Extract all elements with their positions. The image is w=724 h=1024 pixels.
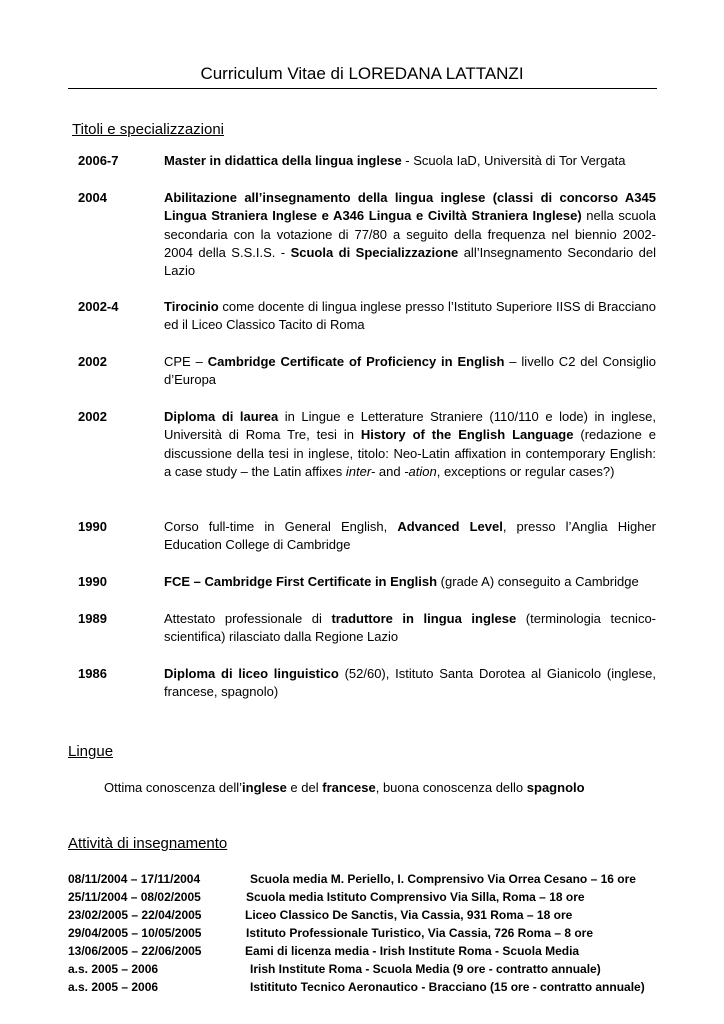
attivita-date: a.s. 2005 – 2006 bbox=[68, 962, 159, 976]
titolo-year: 2002 bbox=[78, 354, 107, 369]
text-run: History of the English Language bbox=[360, 427, 574, 443]
text-run: , buona conoscenza dello bbox=[375, 780, 527, 795]
attivita-date: 08/11/2004 – 17/11/2004 bbox=[68, 872, 201, 886]
text-run: Cambridge Certificate of Proficiency in English bbox=[207, 354, 505, 369]
text-run: spagnolo bbox=[526, 780, 585, 795]
attivita-place: Eami di licenza media - Irish Institute Roma - Scuola Media bbox=[245, 944, 580, 958]
attivita-date: 13/06/2005 – 22/06/2005 bbox=[68, 944, 202, 958]
attivita-date: 25/11/2004 – 08/02/2005 bbox=[68, 890, 201, 904]
attivita-row bbox=[68, 907, 572, 923]
text-run: (grade A) conseguito a Cambridge bbox=[437, 574, 639, 589]
section-heading-titoli: Titoli e specializzazioni bbox=[72, 121, 225, 138]
text-run: Master in didattica della lingua inglese bbox=[164, 153, 402, 168]
attivita-place: Irish Institute Roma - Scuola Media (9 ore - contratto annuale) bbox=[250, 962, 601, 976]
text-run: (52/60), Istituto Santa Dorotea al Gianicolo (inglese, francese, spagnolo) bbox=[164, 666, 656, 700]
page-title: Curriculum Vitae di LOREDANA LATTANZI bbox=[200, 64, 524, 83]
text-run: in Lingue e Letterature Straniere (110/110 e lode) in inglese, Università di Roma Tre, tesi in bbox=[164, 409, 656, 443]
attivita-date: 23/02/2005 – 22/04/2005 bbox=[68, 908, 202, 922]
section-heading-lingue: Lingue bbox=[68, 743, 114, 760]
text-run: Abilitazione all’insegnamento della lingua inglese (classi di concorso A345 Lingua Straniera Inglese e A346 Lingua e Civiltà Straniera Inglese) bbox=[164, 190, 656, 224]
titolo-description bbox=[164, 152, 656, 170]
titolo-description bbox=[164, 573, 656, 591]
attivita-row bbox=[68, 979, 645, 995]
text-run: Diploma di liceo linguistico bbox=[164, 666, 339, 681]
attivita-place: Istituto Professionale Turistico, Via Cassia, 726 Roma – 8 ore bbox=[246, 926, 594, 940]
text-run: Ottima conoscenza dell’ bbox=[104, 780, 243, 795]
text-run: Advanced Level bbox=[397, 519, 503, 534]
attivita-place: Scuola media Istituto Comprensivo Via Silla, Roma – 18 ore bbox=[246, 890, 585, 904]
text-run: traduttore in lingua inglese bbox=[331, 611, 517, 626]
titolo-description bbox=[164, 189, 656, 280]
titolo-year: 2006-7 bbox=[78, 153, 119, 168]
text-run: , exceptions or regular cases?) bbox=[436, 463, 615, 479]
attivita-row bbox=[68, 943, 579, 959]
titolo-description bbox=[164, 298, 656, 335]
attivita-place: Liceo Classico De Sanctis, Via Cassia, 931 Roma – 18 ore bbox=[245, 908, 573, 922]
text-run: inter- bbox=[345, 463, 376, 479]
titolo-year: 1990 bbox=[78, 574, 107, 589]
text-run: Corso full-time in General English, bbox=[164, 519, 398, 534]
attivita-row bbox=[68, 925, 593, 941]
titolo-description bbox=[164, 610, 656, 647]
text-run: Scuola di Specializzazione bbox=[290, 244, 459, 260]
attivita-row bbox=[68, 871, 636, 887]
text-run: – livello C2 del Consiglio d’Europa bbox=[164, 354, 656, 388]
text-run: francese bbox=[322, 780, 376, 795]
section-heading-attivita: Attività di insegnamento bbox=[68, 835, 228, 852]
attivita-date: 29/04/2005 – 10/05/2005 bbox=[68, 926, 202, 940]
titolo-year: 2004 bbox=[78, 190, 107, 205]
text-run: Attestato professionale di bbox=[164, 611, 332, 626]
title-divider bbox=[68, 88, 657, 89]
attivita-row bbox=[68, 889, 585, 905]
text-run: , presso l’Anglia Higher Education College di Cambridge bbox=[164, 519, 656, 553]
text-run: - Scuola IaD, Università di Tor Vergata bbox=[401, 153, 626, 168]
titolo-description bbox=[164, 665, 656, 702]
attivita-place: Scuola media M. Periello, I. Comprensivo Via Orrea Cesano – 16 ore bbox=[250, 872, 636, 886]
titolo-year: 2002 bbox=[78, 409, 107, 424]
text-run: all’Insegnamento Secondario del Lazio bbox=[164, 244, 656, 279]
attivita-row bbox=[68, 961, 601, 977]
text-run: (terminologia tecnico-scientifica) rilasciato dalla Regione Lazio bbox=[164, 611, 657, 645]
titolo-year: 1986 bbox=[78, 666, 107, 681]
text-run: -ation bbox=[404, 463, 437, 479]
text-run: FCE – Cambridge First Certificate in English bbox=[164, 574, 438, 589]
titolo-description bbox=[164, 518, 656, 555]
titolo-year: 1990 bbox=[78, 519, 107, 534]
text-run: Diploma di laurea bbox=[164, 409, 279, 424]
titolo-description bbox=[164, 408, 656, 481]
text-run: e del bbox=[286, 780, 323, 795]
attivita-place: Istitituto Tecnico Aeronautico - Bracciano (15 ore - contratto annuale) bbox=[250, 980, 645, 994]
text-run: (redazione e discussione della tesi in inglese, titolo: Neo-Latin affixation in contemporary English: a case study – the Latin affixes bbox=[164, 427, 656, 479]
text-run: Tirocinio bbox=[164, 299, 219, 314]
text-run: CPE – bbox=[164, 354, 208, 369]
text-run: inglese bbox=[242, 780, 287, 795]
titolo-description bbox=[164, 353, 656, 390]
text-run: come docente di lingua inglese presso l’Istituto Superiore IISS di Bracciano ed il Liceo Classico Tacito di Roma bbox=[164, 299, 656, 333]
titolo-year: 2002-4 bbox=[78, 299, 119, 314]
titolo-year: 1989 bbox=[78, 611, 107, 626]
text-run: and bbox=[375, 463, 405, 479]
attivita-date: a.s. 2005 – 2006 bbox=[68, 980, 159, 994]
text-run: nella scuola secondaria con la votazione di 77/80 a seguito della frequenza nel biennio 2002-2004 della S.S.I.S. - bbox=[164, 208, 656, 260]
lingue-text bbox=[104, 780, 585, 795]
